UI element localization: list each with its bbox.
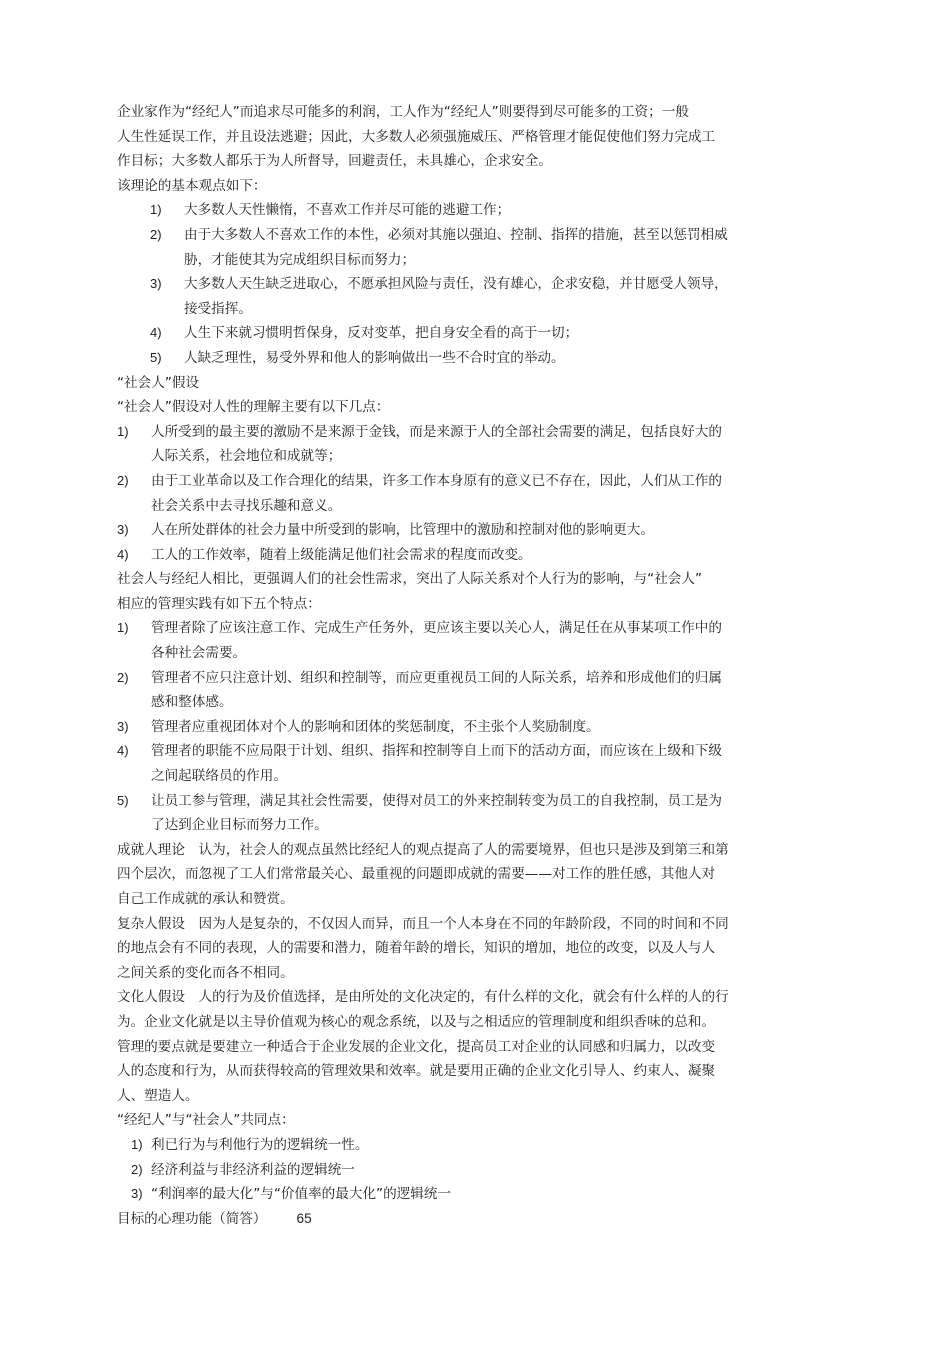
- list-item: [117, 469, 757, 518]
- text-line: 工人的工作效率，随着上级能满足他们社会需求的程度而改变。: [151, 546, 532, 563]
- list-number: 2): [117, 669, 129, 685]
- list-item: [131, 1133, 757, 1158]
- footer-line: [117, 1207, 757, 1232]
- text-line: 大多数人天性懒惰，不喜欢工作并尽可能的逃避工作；: [184, 202, 511, 219]
- list-number: 1): [117, 620, 129, 636]
- list-number: 4): [117, 546, 129, 562]
- footer-number: 65: [296, 1210, 312, 1226]
- basic-heading: 该理论的基本观点如下：: [117, 177, 267, 194]
- text-line: 相应的管理实践有如下五个特点：: [117, 595, 321, 612]
- list-number: 3): [117, 522, 129, 538]
- practice-points-list: [117, 616, 757, 837]
- text-line: 管理者除了应该注意工作、完成生产任务外，更应该主要以关心人，满足任在从事某项工作中的: [151, 620, 722, 637]
- text-line: 人的态度和行为，从而获得较高的管理效果和效率。就是要用正确的企业文化引导人、约束人、凝聚: [117, 1063, 716, 1080]
- text-line: 人生下来就习惯明哲保身，反对变革，把自身安全看的高于一切；: [184, 325, 579, 342]
- compare-paragraph: [117, 567, 757, 616]
- text-line: 利已行为与利他行为的逻辑统一性。: [151, 1136, 369, 1153]
- text-line: 社会人与经纪人相比，更强调人们的社会性需求，突出了人际关系对个人行为的影响，与“社会人”: [117, 571, 703, 588]
- common-points-list: [131, 1133, 757, 1207]
- list-item: [150, 346, 757, 371]
- text-line: 为。企业文化就是以主导价值观为核心的观念系统，以及与之相适应的管理制度和组织香味的总和。: [117, 1013, 716, 1030]
- complex-paragraph: [117, 912, 757, 986]
- text-line: 人在所处群体的社会力量中所受到的影响，比管理中的激励和控制对他的影响更大。: [151, 522, 654, 539]
- list-number: 2): [150, 226, 162, 242]
- list-item: [131, 1158, 757, 1183]
- list-item: [117, 543, 757, 568]
- list-number: 1): [150, 202, 162, 218]
- text-line: 接受指挥。: [184, 300, 252, 317]
- text-line: 由于大多数人不喜欢工作的本性，必须对其施以强迫、控制、指挥的措施，甚至以惩罚相威: [184, 226, 728, 243]
- list-item: [150, 198, 757, 223]
- list-number: 5): [150, 349, 162, 365]
- list-item: [150, 272, 757, 321]
- text-line: 的地点会有不同的表现，人的需要和潜力，随着年龄的增长，知识的增加，地位的改变，以及人与人: [117, 940, 716, 957]
- list-item: [117, 789, 757, 838]
- text-line: 感和整体感。: [151, 694, 233, 711]
- text-line: 文化人假设 人的行为及价值选择，是由所处的文化决定的，有什么样的文化，就会有什么样的人的行: [117, 989, 729, 1006]
- social-title: “社会人”假设: [117, 374, 200, 391]
- text-line: 管理者应重视团体对个人的影响和团体的奖惩制度，不主张个人奖励制度。: [151, 718, 600, 735]
- text-line: 人缺乏理性，易受外界和他人的影响做出一些不合时宜的举动。: [184, 349, 565, 366]
- text-line: 大多数人天生缺乏进取心，不愿承担风险与责任，没有雄心，企求安稳，并甘愿受人领导，: [184, 276, 728, 293]
- list-number: 3): [131, 1186, 143, 1202]
- list-item: [117, 666, 757, 715]
- achievement-paragraph: [117, 838, 757, 912]
- text-line: 人所受到的最主要的激励不是来源于金钱，而是来源于人的全部社会需要的满足，包括良好大的: [151, 423, 722, 440]
- text-line: 经济利益与非经济利益的逻辑统一: [151, 1161, 355, 1178]
- text-line: 人生性延误工作，并且设法逃避；因此，大多数人必须强施威压、严格管理才能促使他们努力完成工: [117, 128, 716, 145]
- document-page: [117, 100, 757, 1231]
- text-line: 由于工业革命以及工作合理化的结果，许多工作本身原有的意义已不存在，因此，人们从工作的: [151, 472, 722, 489]
- culture-paragraph: [117, 985, 757, 1108]
- social-heading: “社会人”假设对人性的理解主要有以下几点：: [117, 399, 390, 416]
- list-item: [117, 420, 757, 469]
- social-points-list: [117, 420, 757, 568]
- list-item: [117, 715, 757, 740]
- text-line: 自己工作成就的承认和赞赏。: [117, 891, 294, 907]
- list-number: 5): [117, 792, 129, 808]
- text-line: 管理的要点就是要建立一种适合于企业发展的企业文化，提高员工对企业的认同感和归属力，以改变: [117, 1038, 716, 1055]
- basic-points-list: [150, 198, 757, 370]
- text-line: 复杂人假设 因为人是复杂的，不仅因人而异，而且一个人本身在不同的年龄阶段，不同的时间和不同: [117, 915, 729, 932]
- list-item: [117, 616, 757, 665]
- text-line: 让员工参与管理，满足其社会性需要，使得对员工的外来控制转变为员工的自我控制，员工是为: [151, 792, 722, 809]
- common-heading: “经纪人”与“社会人”共同点：: [117, 1112, 295, 1129]
- text-line: 企业家作为“经纪人”而追求尽可能多的利润，工人作为“经纪人”则要得到尽可能多的工资；一般: [117, 104, 689, 120]
- list-item: [117, 739, 757, 788]
- text-line: 之间关系的变化而各不相同。: [117, 964, 294, 981]
- text-line: 社会关系中去寻找乐趣和意义。: [151, 497, 342, 514]
- text-line: “利润率的最大化”与“价值率的最大化”的逻辑统一: [151, 1186, 452, 1203]
- text-line: 管理者不应只注意计划、组织和控制等，而应更重视员工间的人际关系，培养和形成他们的归属: [151, 669, 722, 686]
- list-number: 2): [131, 1161, 143, 1177]
- text-line: 管理者的职能不应局限于计划、组织、指挥和控制等自上而下的活动方面，而应该在上级和下级: [151, 743, 722, 760]
- list-item: [117, 518, 757, 543]
- footer-label: 目标的心理功能（简答）: [117, 1210, 267, 1227]
- list-number: 3): [150, 276, 162, 292]
- text-line: 作目标；大多数人都乐于为人所督导，回避责任，未具雄心，企求安全。: [117, 153, 552, 170]
- text-line: 人、塑造人。: [117, 1087, 199, 1104]
- text-line: 人际关系，社会地位和成就等；: [151, 448, 342, 465]
- text-line: 四个层次，而忽视了工人们常常最关心、最重视的问题即成就的需要——对工作的胜任感，其他人对: [117, 866, 716, 883]
- list-number: 4): [117, 743, 129, 759]
- list-number: 2): [117, 472, 129, 488]
- list-number: 3): [117, 718, 129, 734]
- text-line: 成就人理论 认为，社会人的观点虽然比经纪人的观点提高了人的需要境界，但也只是涉及到第三和第: [117, 841, 729, 858]
- list-item: [131, 1182, 757, 1207]
- text-line: 之间起联络员的作用。: [151, 768, 287, 785]
- intro-paragraph: [117, 100, 757, 174]
- text-line: 了达到企业目标而努力工作。: [151, 817, 328, 834]
- text-line: 胁，才能使其为完成组织目标而努力；: [184, 251, 416, 268]
- text-line: 各种社会需要。: [151, 645, 247, 662]
- list-number: 1): [131, 1136, 143, 1152]
- list-number: 4): [150, 325, 162, 341]
- list-item: [150, 321, 757, 346]
- list-number: 1): [117, 423, 129, 439]
- list-item: [150, 223, 757, 272]
